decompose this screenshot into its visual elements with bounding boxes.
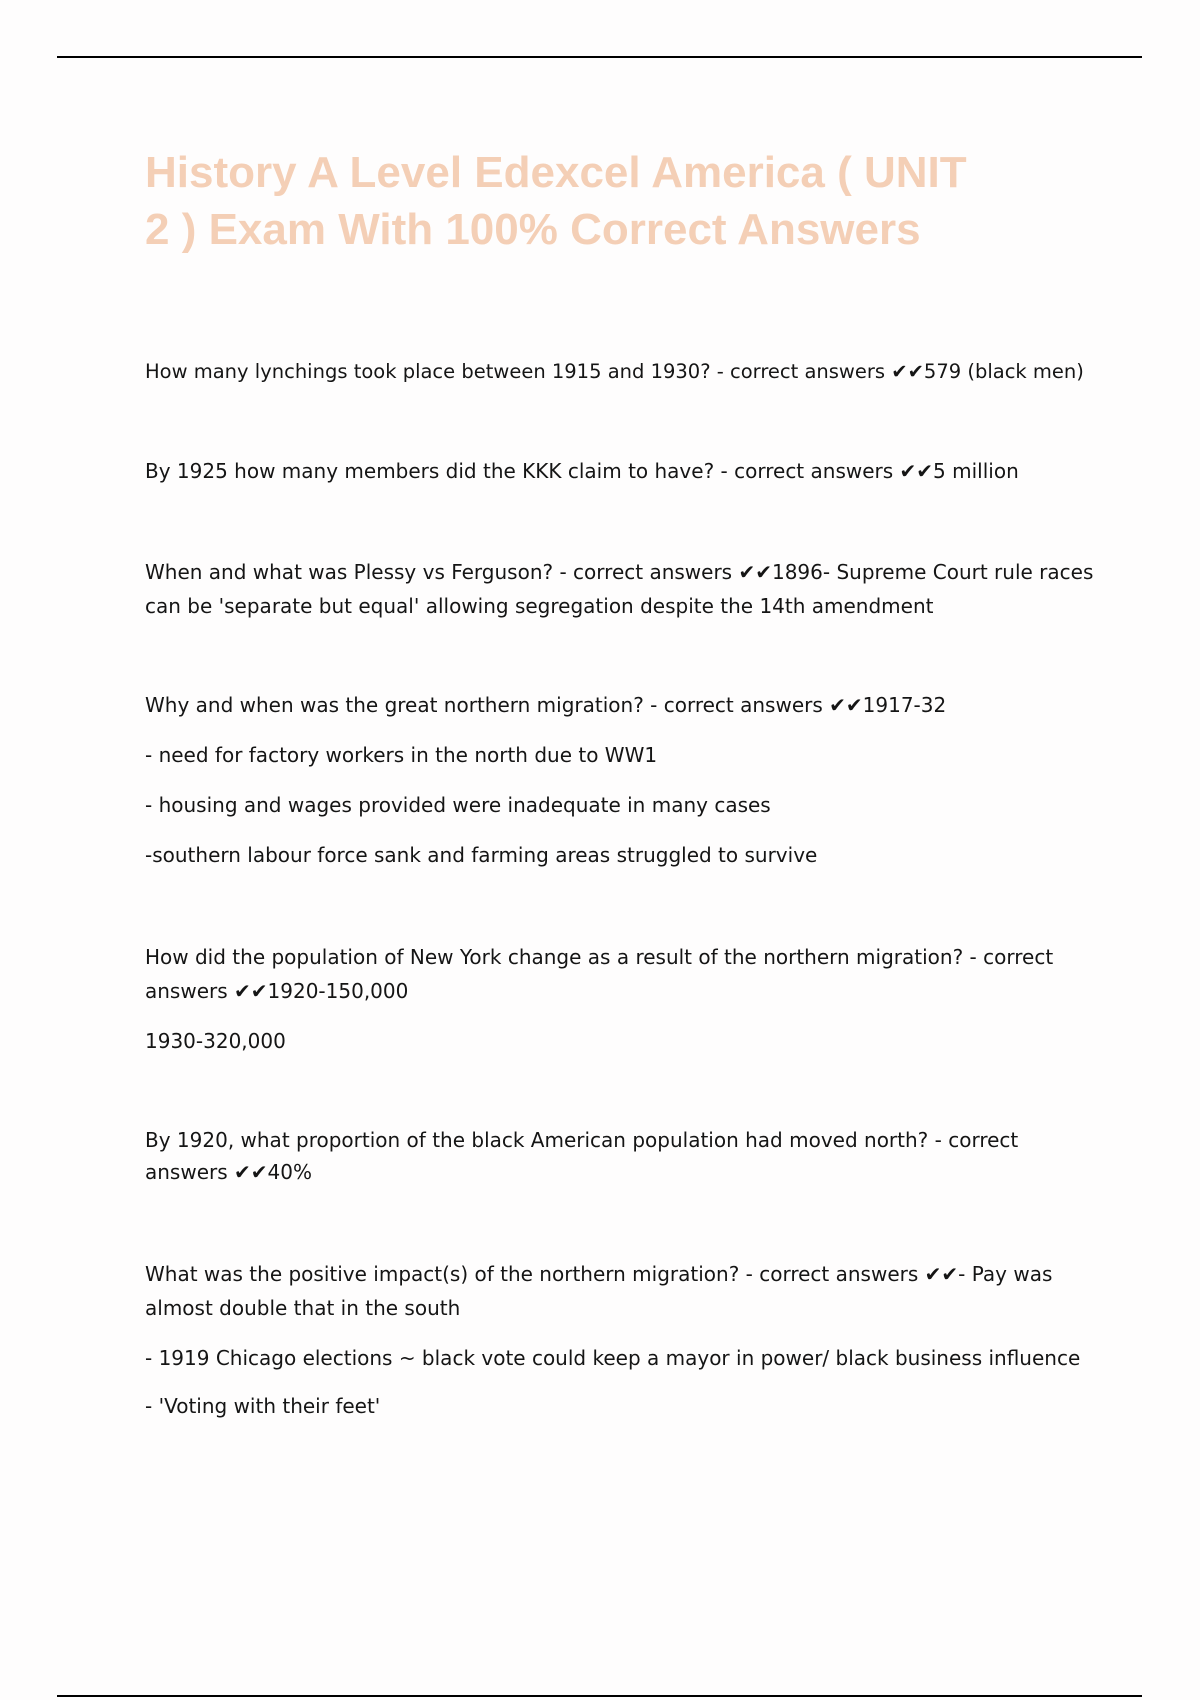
qa-question-line: almost double that in the south xyxy=(145,1296,461,1320)
qa-question-line: can be 'separate but equal' allowing segregation despite the 14th amendment xyxy=(145,594,934,618)
qa-question-line: answers ✔✔40% xyxy=(145,1160,312,1184)
qa-question-paragraph xyxy=(145,940,1095,1008)
qa-question-line: By 1925 how many members did the KKK claim to have? - correct answers ✔✔5 million xyxy=(145,459,1019,483)
qa-answer-point: - 'Voting with their feet' xyxy=(145,1394,381,1418)
qa-answer-point: - housing and wages provided were inadequate in many cases xyxy=(145,793,771,817)
qa-item-6 xyxy=(145,1124,1095,1188)
qa-item-7 xyxy=(145,1257,1095,1423)
document-title xyxy=(145,144,1085,258)
qa-question-line: By 1920, what proportion of the black American population had moved north? - correct xyxy=(145,1128,1019,1152)
qa-question-line: answers ✔✔1920-150,000 xyxy=(145,979,409,1003)
title-line-2: 2 ) Exam With 100% Correct Answers xyxy=(145,205,921,254)
qa-answer-point: - need for factory workers in the north due to WW1 xyxy=(145,743,658,767)
qa-answer-point: 1930-320,000 xyxy=(145,1029,286,1053)
title-line-1: History A Level Edexcel America ( UNIT xyxy=(145,148,967,197)
qa-question-line: Why and when was the great northern migration? - correct answers ✔✔1917-32 xyxy=(145,693,947,717)
qa-question-paragraph xyxy=(145,1257,1095,1325)
qa-item-3 xyxy=(145,555,1095,623)
qa-question-line: How did the population of New York change as a result of the northern migration? - correct xyxy=(145,945,1054,969)
qa-question-paragraph xyxy=(145,1124,1095,1188)
qa-answer-point: - 1919 Chicago elections ~ black vote could keep a mayor in power/ black business influence xyxy=(145,1346,1081,1370)
qa-answer-point: -southern labour force sank and farming areas struggled to survive xyxy=(145,843,818,867)
qa-question-paragraph xyxy=(145,555,1095,623)
qa-question-line: When and what was Plessy vs Ferguson? - correct answers ✔✔1896- Supreme Court rule races xyxy=(145,560,1094,584)
top-divider xyxy=(57,56,1142,58)
qa-item-2 xyxy=(145,454,1095,488)
qa-item-1 xyxy=(145,355,1095,389)
bottom-divider xyxy=(57,1695,1142,1697)
qa-item-4 xyxy=(145,688,1095,872)
qa-question-line: What was the positive impact(s) of the northern migration? - correct answers ✔✔- Pay was xyxy=(145,1262,1053,1286)
qa-question-line: How many lynchings took place between 1915 and 1930? - correct answers ✔✔579 (black men) xyxy=(145,360,1084,383)
qa-item-5 xyxy=(145,940,1095,1058)
